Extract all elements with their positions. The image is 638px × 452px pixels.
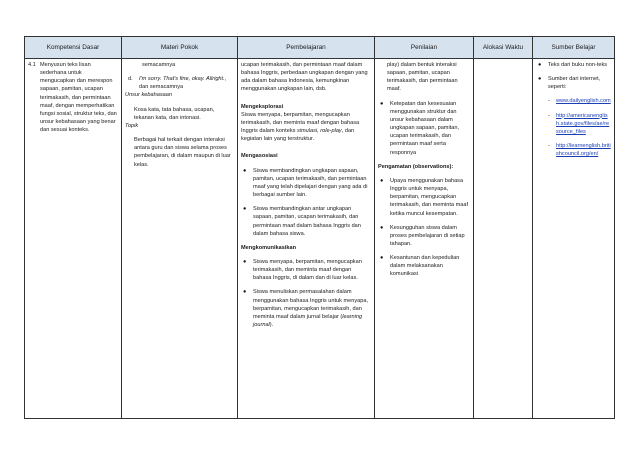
sb-link-dailyenglish[interactable]: www.dailyenglish.com — [556, 98, 611, 105]
list-item: ● Siswa membandingkan antar ungkapan sapaan, pamitan, ucapan terimakasih, dan permintaan maaf dalam bahasa Inggris dan dalam bahasa siswa. — [243, 206, 361, 237]
header-kompetensi-dasar: Kompetensi Dasar — [25, 37, 122, 59]
bullet-icon: ● — [380, 255, 384, 262]
bullet-icon: ● — [380, 100, 384, 107]
kd-text: Menyusun teks lisan sederhana untuk mengucapkan dan merespon sapaan, pamitan, ucapan terimakasih, dan permintaan maaf, dengan memperhatikan fungsi sosial, struktur teks, dan unsur kebahasaan yang benar dan sesuai konteks. — [40, 62, 117, 134]
pn-bullet-list — [378, 100, 470, 157]
sb-link-item: - http://learnenglish.britishcouncil.org/en/ — [548, 143, 611, 158]
table-row — [25, 59, 615, 419]
pn-obs-list — [378, 177, 470, 279]
bullet-icon: ● — [243, 167, 247, 174]
pb-asosiasi-heading: Mengasosiasi — [241, 153, 278, 160]
cell-materi-pokok — [122, 59, 238, 419]
pn-intro: play) dalam bentuk interaksi sapaan, pamitan, ucapan terimakasih, dan permintaan maaf. — [387, 62, 458, 93]
sb-link-americanenglish[interactable]: http://americanenglish.state.gov/files/ae/resource_files — [556, 112, 610, 135]
list-item: ● Siswa membandingkan ungkapan sapaan, pamitan, ucapan terimakasih, dan permintaan maaf yang telah dipelajari dengan yang ada di berbagai sumber lain. — [243, 167, 368, 199]
bullet-icon: ● — [538, 62, 542, 68]
mp-item-d: d. I'm sorry. That's fine, okay. Allright., dan semacamnya — [128, 76, 227, 91]
cell-penilaian — [375, 59, 474, 419]
sb-list — [536, 61, 611, 158]
pb-eksplorasi-heading: Mengeksplorasi — [241, 103, 284, 110]
list-item: ● Sumber dari internet, seperti: - www.dailyenglish.com - http://americanenglish.state.gov/files/ae/resource_files - http://learnenglish.britishcouncil.org/en/ — [538, 76, 611, 158]
header-materi-pokok: Materi Pokok — [122, 37, 238, 59]
header-penilaian: Penilaian — [375, 37, 474, 59]
bullet-icon: ● — [538, 76, 542, 83]
pn-obs-heading: Pengamatan (observations): — [378, 163, 454, 170]
header-pembelajaran: Pembelajaran — [238, 37, 375, 59]
pb-asosiasi-list — [241, 167, 371, 238]
list-item: ● Kesantunan dan kepedulian dalam melaksanakan komunikasi — [380, 255, 460, 278]
mp-topik-heading: Topik — [125, 122, 139, 129]
pb-komunikasi-heading: Mengkomunikasikan — [241, 244, 297, 251]
header-alokasi-waktu: Alokasi Waktu — [474, 37, 533, 59]
cell-pembelajaran — [238, 59, 375, 419]
list-item: ● Kesungguhan siswa dalam proses pembelajaran di setiap tahapan. — [380, 224, 465, 247]
pb-intro: ucapan terimakasih, dan permintaan maaf dalam bahasa Inggris, perbedaan ungkapan dengan yang ada dalam bahasa Indonesia, kemungkinan menggunakan ungkapan lain, dsb. — [241, 62, 368, 93]
pb-komunikasi-list — [241, 258, 371, 329]
list-item: ● Ketepatan dan kesesuaian menggunakan struktur dan unsur kebahasaan dalam ungkapan sapaan, pamitan, ucapan terimakasih, dan permintaan maaf serta responnya — [380, 100, 460, 156]
mp-line-top: semacamnya — [142, 62, 176, 68]
mp-unsur-text: Kosa kata, tata bahasa, ucapan, tekanan kata, dan intonasi. — [134, 106, 215, 121]
cell-alokasi-waktu — [474, 59, 533, 419]
mp-topik-text: Berbagai hal terkait dengan interaksi antara guru dan siswa selama proses pembelajaran, di dalam maupun di luar kelas. — [134, 137, 231, 168]
list-item: ● Siswa menuliskan permasalahan dalam menggunakan bahasa Inggris untuk menyapa, berpamitan, mengucapkan terimakasih, dan meminta maaf dalam jurnal belajar (learning journal). — [243, 289, 369, 329]
pb-eksplorasi-text: Siswa menyapa, berpamitan, mengucapkan terimakasih, dan meminta maaf dengan bahasa Inggris dalam konteks simulasi, role-play, dan kegiatan lain yang terstruktur. — [241, 111, 360, 143]
kd-number: 4.1 — [28, 62, 36, 68]
table-header-row — [25, 37, 615, 59]
header-sumber-belajar: Sumber Belajar — [533, 37, 615, 59]
mp-unsur-heading: Unsur kebahasaan — [125, 92, 172, 99]
sb-link-item: - http://americanenglish.state.gov/files/ae/resource_files — [548, 112, 610, 135]
bullet-icon: ● — [243, 289, 247, 296]
list-item: ● Siswa menyapa, berpamitan, mengucapkan terimakasih, dan meminta maaf dengan bahasa Inggris, di dalam dan di luar kelas. — [243, 258, 362, 282]
sb-link-item: - www.dailyenglish.com — [548, 98, 611, 105]
sb-link-learnenglish[interactable]: http://learnenglish.britishcouncil.org/en/ — [556, 143, 611, 158]
lesson-plan-table — [24, 36, 615, 419]
bullet-icon: ● — [380, 177, 384, 184]
bullet-icon: ● — [380, 224, 384, 231]
cell-sumber-belajar — [533, 59, 615, 419]
bullet-icon: ● — [243, 258, 247, 265]
list-item: ● Teks dari buku non-teks — [538, 62, 608, 68]
cell-kompetensi-dasar — [25, 59, 122, 419]
bullet-icon: ● — [243, 206, 247, 213]
list-item: ● Upaya menggunakan bahasa Inggris untuk menyapa, berpamitan, mengucapkan terimakasih, dan meminta maaf ketika muncul kesempatan. — [380, 177, 469, 217]
